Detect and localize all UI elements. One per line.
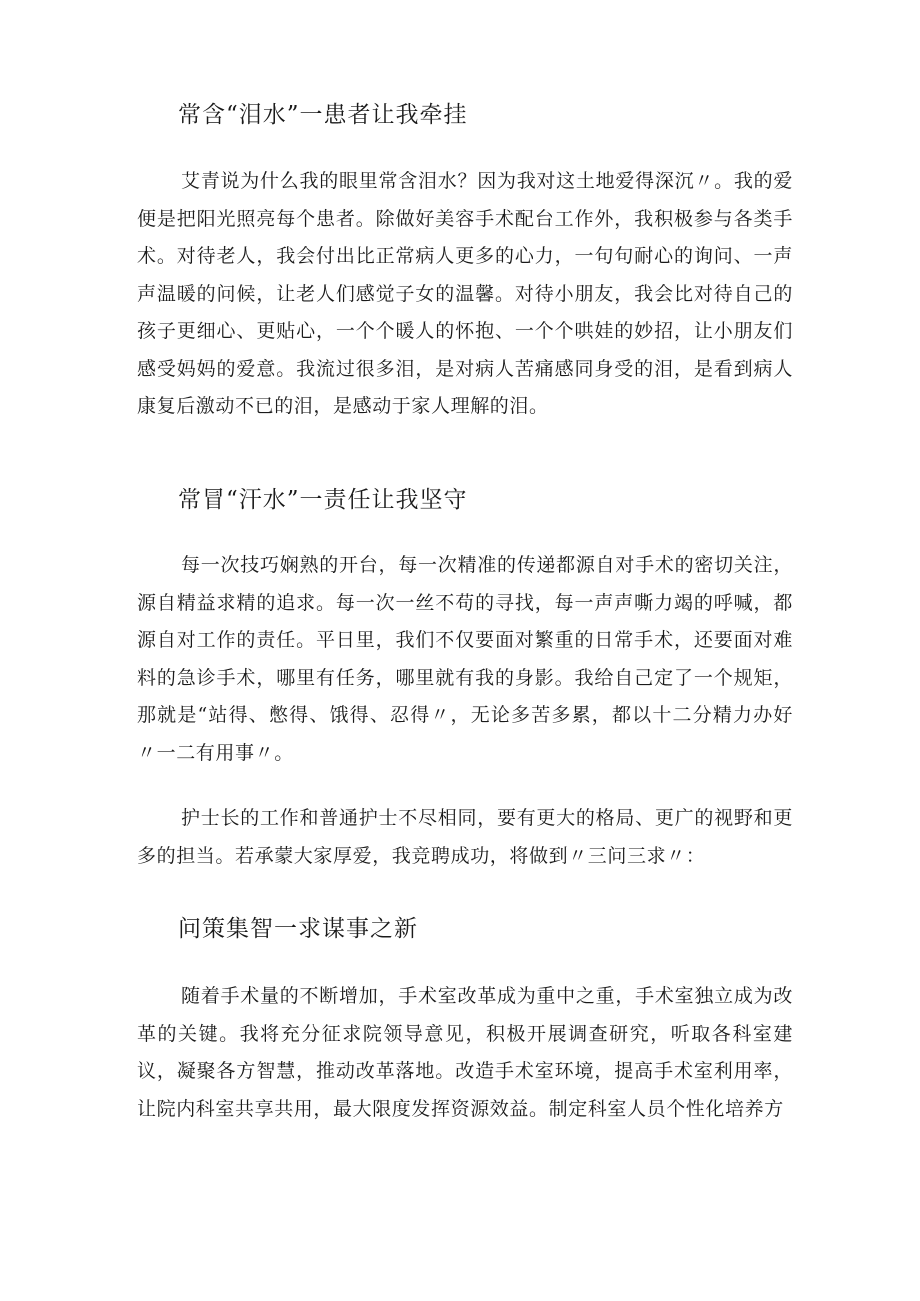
section-heading-tears: 常含“泪水”一患者让我牵挂 (178, 102, 468, 128)
section-heading-strategy: 问策集智一求谋事之新 (178, 916, 418, 942)
section-heading-sweat: 常冒“汗水”一责任让我坚守 (178, 487, 468, 513)
paragraph-head-nurse: 护士长的工作和普通护士不尽相同，要有更大的格局、更广的视野和更多的担当。若承蒙大家厚爱，我竞聘成功，将做到〃三问三求〃： (137, 807, 793, 867)
paragraph-sweat: 每一次技巧娴熟的开台，每一次精准的传递都源自对手术的密切关注，源自精益求精的追求。每一次一丝不苟的寻找，每一声声嘶力竭的呼喊，都源自对工作的责任。平日里，我们不仅要面对繁重的日常手术，还要面对难料的急诊手术，哪里有任务，哪里就有我的身影。我给自己定了一个规矩，那就是“站得、憋得、饿得、忍得〃，无论多苦多累，都以十二分精力办好〃一二有用事〃。 (137, 554, 793, 764)
paragraph-strategy: 随着手术量的不断增加，手术室改革成为重中之重，手术室独立成为改革的关键。我将充分征求院领导意见，积极开展调查研究，听取各科室建议，凝聚各方智慧，推动改革落地。改造手术室环境，提高手术室利用率，让院内科室共享共用，最大限度发挥资源效益。制定科室人员个性化培养方 (137, 985, 793, 1120)
paragraph-tears: 艾青说为什么我的眼里常含泪水？因为我对这土地爱得深沉〃。我的爱便是把阳光照亮每个患者。除做好美容手术配台工作外，我积极参与各类手术。对待老人，我会付出比正常病人更多的心力，一句句耐心的询问、一声声温暖的问候，让老人们感觉子女的温馨。对待小朋友，我会比对待自己的孩子更细心、更贴心，一个个暖人的怀抱、一个个哄娃的妙招，让小朋友们感受妈妈的爱意。我流过很多泪，是对病人苦痛感同身受的泪，是看到病人康复后激动不已的泪，是感动于家人理解的泪。 (137, 170, 793, 417)
